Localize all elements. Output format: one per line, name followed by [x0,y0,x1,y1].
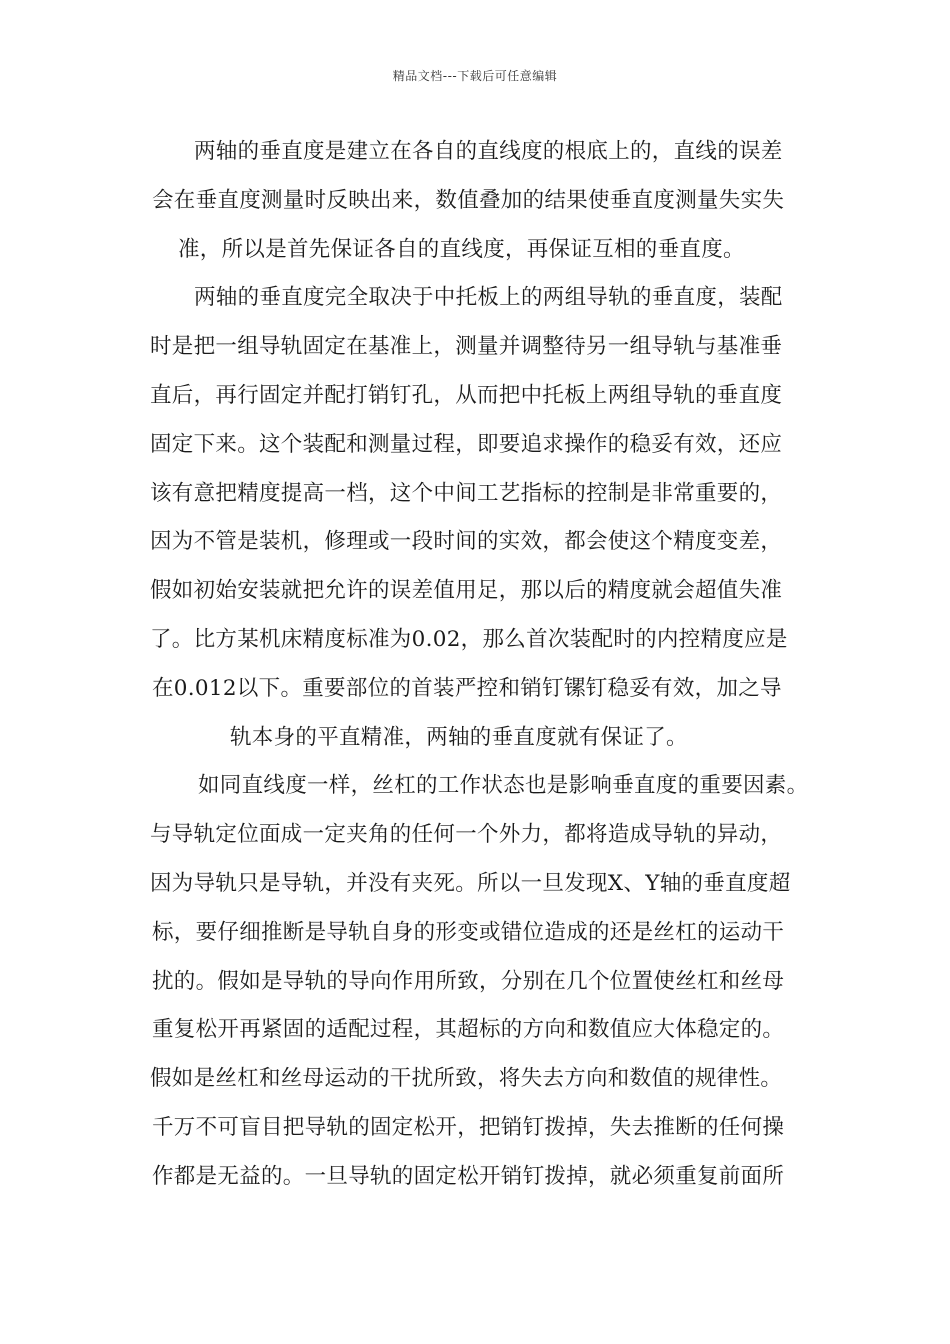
text-line: 了。比方某机床精度标准为0.02，那么首次装配时的内控精度应是 [150,626,788,652]
text-line: 准，所以是首先保证各自的直线度，再保证互相的垂直度。 [178,236,745,262]
text-line: 作都是无益的。一旦导轨的固定松开销钉拨掉，就必须重复前面所 [152,1163,785,1189]
text-line: 固定下来。这个装配和测量过程，即要追求操作的稳妥有效，还应 [150,431,783,457]
text-line: 扰的。假如是导轨的导向作用所致，分别在几个位置使丝杠和丝母 [152,968,785,994]
text-line: 会在垂直度测量时反映出来，数值叠加的结果使垂直度测量失实失 [152,187,785,213]
text-line: 标，要仔细推断是导轨自身的形变或错位造成的还是丝杠的运动干 [152,919,785,945]
text-line: 两轴的垂直度完全取决于中托板上的两组导轨的垂直度，装配 [194,285,783,311]
text-line: 重复松开再紧固的适配过程，其超标的方向和数值应大体稳定的。 [152,1017,785,1043]
text-line: 在0.012以下。重要部位的首装严控和销钉镙钉稳妥有效，加之导 [152,675,782,701]
text-line: 假如是丝杠和丝母运动的干扰所致，将失去方向和数值的规律性。 [150,1066,783,1092]
document-body [150,131,810,1205]
text-line: 直后，再行固定并配打销钉孔，从而把中托板上两组导轨的垂直度 [150,382,783,408]
text-line: 如同直线度一样，丝杠的工作状态也是影响垂直度的重要因素。 [198,773,809,799]
text-line: 时是把一组导轨固定在基准上，测量并调整待另一组导轨与基准垂 [150,334,783,360]
text-line: 因为不管是装机，修理或一段时间的实效，都会使这个精度变差， [150,529,783,555]
text-line: 两轴的垂直度是建立在各自的直线度的根底上的，直线的误差 [194,139,783,164]
text-line: 因为导轨只是导轨，并没有夹死。所以一旦发现X、Y轴的垂直度超 [150,870,791,896]
text-line: 假如初始安装就把允许的误差值用足，那以后的精度就会超值失准 [150,578,783,604]
text-line: 该有意把精度提高一档，这个中间工艺指标的控制是非常重要的， [150,480,783,506]
text-line: 与导轨定位面成一定夹角的任何一个外力，都将造成导轨的异动， [150,822,783,848]
page-header: 精品文档---下载后可任意编辑 [392,69,558,83]
text-line: 轨本身的平直精准，两轴的垂直度就有保证了。 [230,724,688,750]
text-line: 千万不可盲目把导轨的固定松开，把销钉拨掉，失去推断的任何操 [152,1114,785,1140]
